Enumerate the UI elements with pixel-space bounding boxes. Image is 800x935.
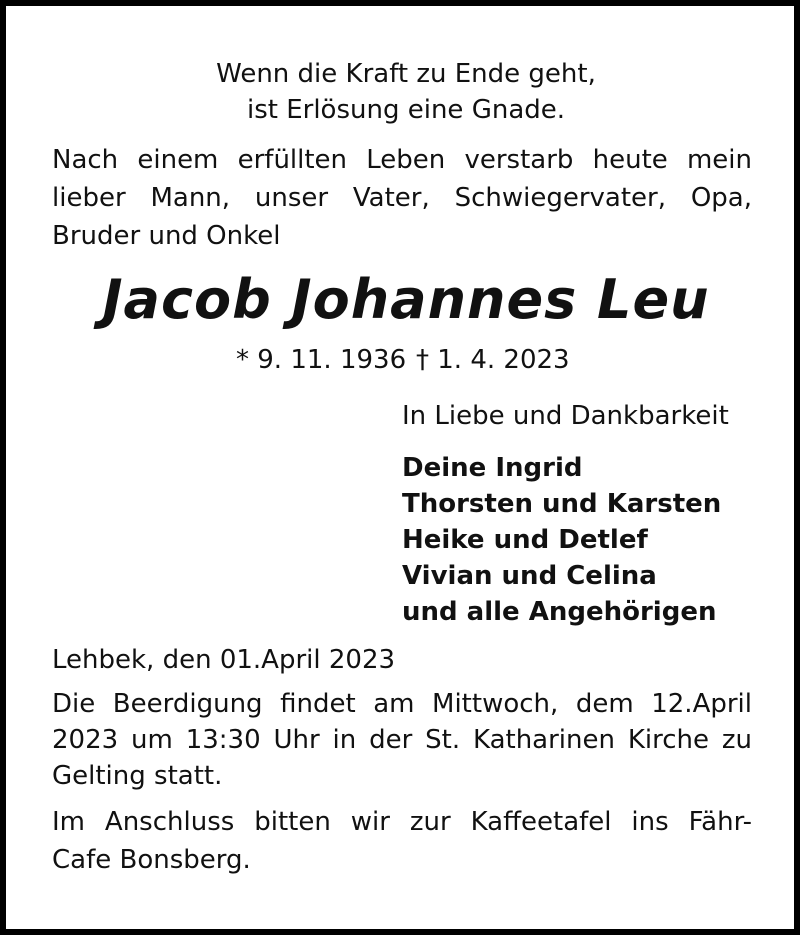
funeral-line-3: Gelting statt. (52, 761, 223, 791)
mourners-heading: In Liebe und Dankbarkeit (402, 401, 729, 431)
death-date: † 1. 4. 2023 (416, 345, 570, 375)
place-date: Lehbek, den 01.April 2023 (52, 645, 396, 675)
reception-line-2: Cafe Bonsberg. (52, 845, 251, 875)
intro-line-2: lieber Mann, unser Vater, Schwiegervater, Opa, (52, 183, 752, 213)
mourner-name: Heike und Detlef (402, 525, 648, 555)
intro-line-3: Bruder und Onkel (52, 221, 281, 251)
reception-line-1: Im Anschluss bitten wir zur Kaffeetafel ins Fähr- (52, 807, 752, 837)
mourner-name: Thorsten und Karsten (402, 489, 722, 519)
mourner-name: Vivian und Celina (402, 561, 657, 591)
funeral-line-2: 2023 um 13:30 Uhr in der St. Katharinen Kirche zu (52, 725, 752, 755)
intro-line-1: Nach einem erfüllten Leben verstarb heute mein (52, 145, 752, 175)
mourner-name: Deine Ingrid (402, 453, 583, 483)
motto-line-2: ist Erlösung eine Gnade. (246, 95, 566, 125)
birth-date: * 9. 11. 1936 (236, 345, 407, 375)
motto-line-1: Wenn die Kraft zu Ende geht, (216, 59, 596, 89)
funeral-line-1: Die Beerdigung findet am Mittwoch, dem 12.April (52, 689, 752, 719)
deceased-name: Jacob Johannes Leu (102, 268, 710, 331)
mourner-name: und alle Angehörigen (402, 597, 717, 627)
